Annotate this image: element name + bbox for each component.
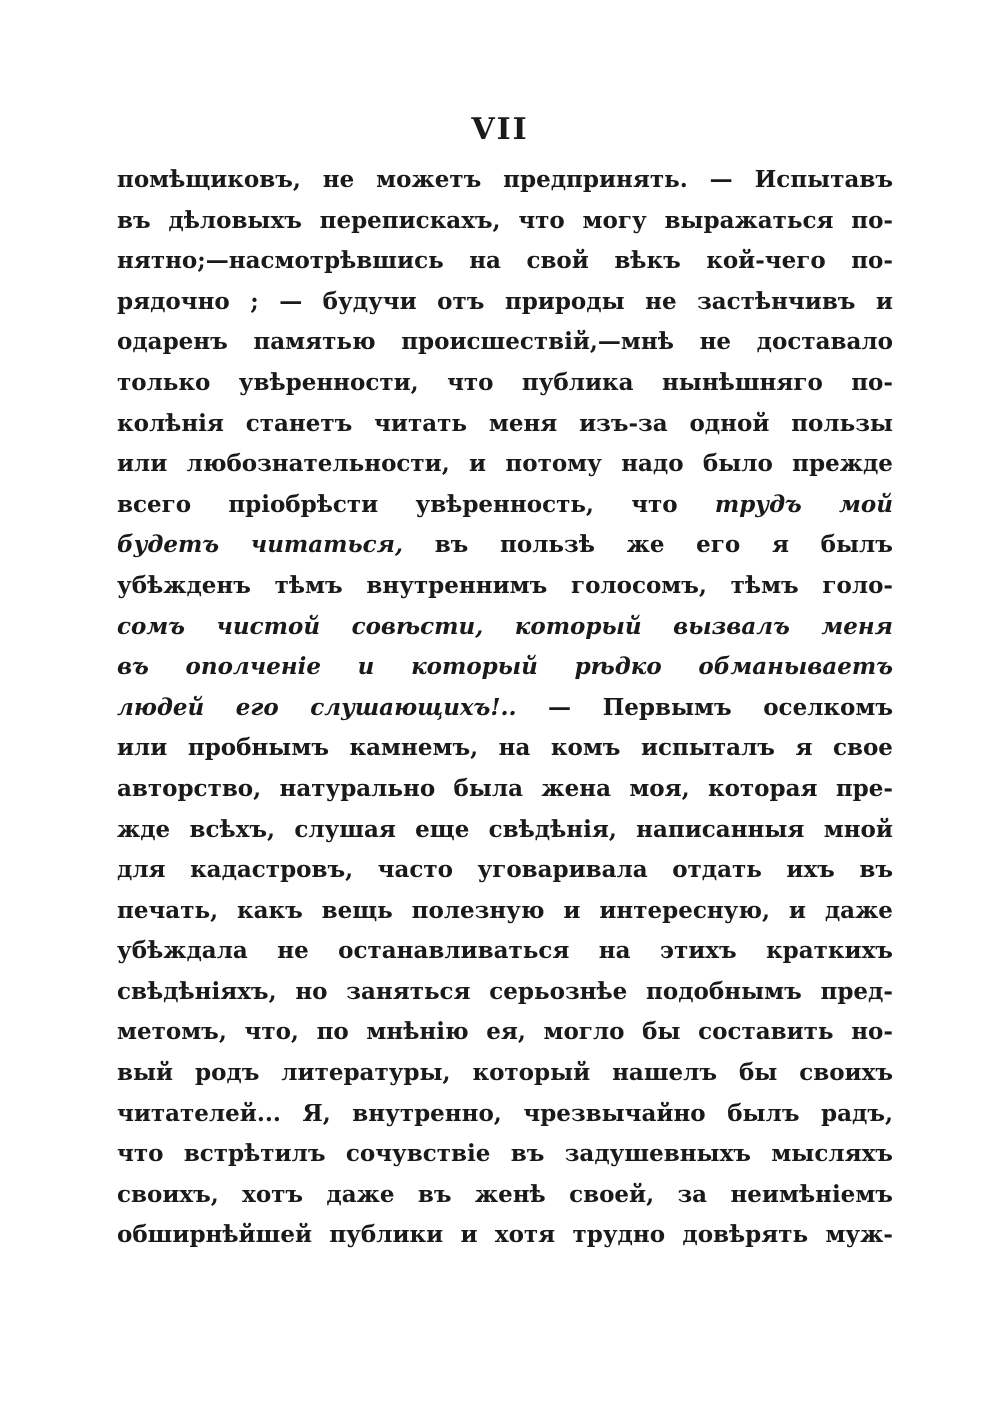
word: по bbox=[316, 1018, 349, 1046]
word: въ bbox=[434, 531, 469, 559]
word: что bbox=[117, 1140, 164, 1168]
word: моя, bbox=[629, 774, 690, 802]
word: своей, bbox=[569, 1180, 655, 1208]
word: потому bbox=[505, 450, 602, 478]
word: ея, bbox=[486, 1018, 526, 1046]
word: природы bbox=[504, 287, 625, 315]
word: тѣмъ bbox=[274, 571, 343, 599]
text-line bbox=[117, 850, 893, 891]
word: пробнымъ bbox=[187, 734, 329, 762]
word: я bbox=[795, 734, 813, 762]
text-line bbox=[117, 607, 893, 648]
word: метомъ, bbox=[117, 1018, 227, 1046]
word: въ bbox=[859, 856, 893, 884]
word: или bbox=[117, 734, 168, 762]
word: застѣнчивъ bbox=[697, 287, 856, 315]
word: сочувствіе bbox=[345, 1140, 491, 1168]
word: мысляхъ bbox=[771, 1140, 893, 1168]
word: трудно bbox=[572, 1221, 666, 1249]
word: происшествій,—мнѣ bbox=[401, 328, 674, 356]
word: которая bbox=[707, 774, 818, 802]
text-line bbox=[117, 322, 893, 363]
page-number: VII bbox=[471, 112, 529, 147]
word: не bbox=[699, 328, 732, 356]
word: въ bbox=[510, 1140, 545, 1168]
word: но- bbox=[851, 1018, 893, 1046]
word: только bbox=[117, 368, 211, 396]
word: — bbox=[709, 166, 733, 193]
word: же bbox=[626, 531, 665, 559]
text-line bbox=[117, 891, 893, 932]
word: рѣдко bbox=[574, 653, 662, 681]
word: который bbox=[514, 612, 642, 640]
word: доставало bbox=[756, 328, 893, 356]
word: родъ bbox=[195, 1059, 260, 1087]
word: который bbox=[472, 1059, 591, 1087]
word: одаренъ bbox=[117, 328, 228, 356]
text-line bbox=[117, 688, 893, 729]
word: была bbox=[453, 774, 524, 802]
word: ихъ bbox=[786, 856, 835, 884]
word: нятно;—насмотрѣвшись bbox=[117, 247, 444, 275]
word: и bbox=[875, 287, 893, 315]
word: ; bbox=[250, 287, 259, 315]
word: полезную bbox=[411, 896, 545, 924]
word: чрезвычайно bbox=[523, 1099, 706, 1127]
word: пріобрѣсти bbox=[228, 490, 379, 518]
word: меня bbox=[488, 409, 558, 437]
word: жена bbox=[541, 774, 611, 802]
word: мой bbox=[839, 490, 893, 518]
word: кадастровъ, bbox=[190, 856, 354, 884]
word: что bbox=[518, 206, 565, 234]
word: увѣренности, bbox=[238, 368, 419, 396]
word: увѣренность, bbox=[415, 490, 594, 518]
word: литературы, bbox=[281, 1059, 451, 1087]
word: какъ bbox=[236, 896, 303, 924]
word: пользѣ bbox=[500, 531, 595, 559]
word: натурально bbox=[279, 774, 436, 802]
word: выражаться bbox=[664, 206, 834, 234]
word: памятью bbox=[253, 328, 376, 356]
word: пред- bbox=[820, 977, 893, 1005]
word: останавливаться bbox=[338, 937, 570, 965]
word: что, bbox=[244, 1018, 299, 1046]
word: ополченіе bbox=[185, 653, 321, 681]
word: въ bbox=[117, 206, 151, 234]
word: свѣдѣніяхъ, bbox=[117, 977, 277, 1005]
word: вызвалъ bbox=[673, 612, 790, 640]
word: испыталъ bbox=[640, 734, 775, 762]
word: заняться bbox=[346, 977, 471, 1005]
word: женѣ bbox=[474, 1180, 546, 1208]
word: сомъ bbox=[117, 612, 185, 640]
word: будучи bbox=[322, 287, 417, 315]
word: для bbox=[117, 856, 166, 884]
word: хотъ bbox=[242, 1180, 304, 1208]
word: печать, bbox=[117, 896, 219, 924]
word: пользы bbox=[791, 409, 893, 437]
text-line bbox=[117, 566, 893, 607]
word: камнемъ, bbox=[349, 734, 479, 762]
word: нашелъ bbox=[612, 1059, 718, 1087]
word: не bbox=[322, 166, 355, 193]
word: даже bbox=[326, 1180, 395, 1208]
word: былъ bbox=[727, 1099, 800, 1127]
word: — bbox=[548, 693, 572, 721]
word: обширнѣйшей bbox=[117, 1221, 313, 1249]
word: прежде bbox=[792, 450, 893, 478]
word: людей bbox=[117, 693, 205, 721]
text-line bbox=[117, 931, 893, 972]
word: и bbox=[460, 1221, 478, 1249]
text-line bbox=[117, 363, 893, 404]
word: обманываетъ bbox=[698, 653, 893, 681]
word: оселкомъ bbox=[763, 693, 893, 721]
word: серьознѣе bbox=[489, 977, 628, 1005]
word: что bbox=[631, 490, 678, 518]
text-line bbox=[117, 282, 893, 323]
word: написанныя bbox=[636, 815, 805, 843]
word: въ bbox=[117, 653, 149, 681]
text-line bbox=[117, 525, 893, 566]
word: всѣхъ, bbox=[189, 815, 276, 843]
word: перепискахъ, bbox=[319, 206, 501, 234]
word: убѣждала bbox=[117, 937, 248, 965]
word: часто bbox=[377, 856, 453, 884]
text-line bbox=[117, 1134, 893, 1175]
word: одной bbox=[689, 409, 770, 437]
word: тѣмъ bbox=[730, 571, 799, 599]
word: читателей... bbox=[117, 1099, 281, 1127]
word: довѣрять bbox=[682, 1221, 809, 1249]
word: совѣсти, bbox=[351, 612, 484, 640]
word: на bbox=[598, 937, 631, 965]
word: слушая bbox=[294, 815, 396, 843]
word: подобнымъ bbox=[646, 977, 802, 1005]
word: былъ bbox=[820, 531, 893, 559]
word: помѣщиковъ, bbox=[117, 166, 301, 193]
word: вый bbox=[117, 1059, 174, 1087]
word: неимѣніемъ bbox=[730, 1180, 893, 1208]
word: Испытавъ bbox=[754, 166, 893, 193]
word: не bbox=[277, 937, 309, 965]
word: читать bbox=[374, 409, 468, 437]
word: уговаривала bbox=[477, 856, 648, 884]
word: и bbox=[357, 653, 375, 681]
word: что bbox=[447, 368, 494, 396]
word: муж- bbox=[825, 1221, 893, 1249]
word: авторство, bbox=[117, 774, 262, 802]
word: краткихъ bbox=[766, 937, 893, 965]
word: его bbox=[696, 531, 741, 559]
text-line bbox=[117, 485, 893, 526]
word: внутреннимъ bbox=[366, 571, 548, 599]
text-line bbox=[117, 810, 893, 851]
word: интересную, bbox=[599, 896, 770, 924]
text-line bbox=[117, 728, 893, 769]
word: станетъ bbox=[245, 409, 353, 437]
word: мнѣнію bbox=[366, 1018, 469, 1046]
word: чистой bbox=[216, 612, 321, 640]
word: но bbox=[295, 977, 328, 1005]
word: вѣкъ bbox=[614, 247, 681, 275]
word: публики bbox=[329, 1221, 444, 1249]
word: рядочно bbox=[117, 287, 230, 315]
word: еще bbox=[415, 815, 470, 843]
text-line bbox=[117, 404, 893, 445]
word: свѣдѣнія, bbox=[488, 815, 617, 843]
text-line bbox=[117, 1053, 893, 1094]
word: пре- bbox=[835, 774, 893, 802]
text-line bbox=[117, 1215, 893, 1256]
word: и bbox=[563, 896, 581, 924]
word: предпринять. bbox=[503, 166, 688, 193]
word: было bbox=[702, 450, 773, 478]
word: этихъ bbox=[659, 937, 737, 965]
word: я bbox=[771, 531, 789, 559]
word: встрѣтилъ bbox=[183, 1140, 326, 1168]
word: который bbox=[411, 653, 538, 681]
word: вещь bbox=[321, 896, 393, 924]
word: Я, bbox=[302, 1099, 331, 1127]
word: читаться, bbox=[250, 531, 403, 559]
text-line bbox=[117, 769, 893, 810]
word: на bbox=[469, 247, 501, 275]
word: и bbox=[788, 896, 806, 924]
word: кой-чего bbox=[706, 247, 826, 275]
word: и bbox=[469, 450, 487, 478]
word: даже bbox=[824, 896, 893, 924]
word: могу bbox=[582, 206, 647, 234]
word: трудъ bbox=[714, 490, 802, 518]
word: голосомъ, bbox=[570, 571, 707, 599]
word: его bbox=[235, 693, 279, 721]
word: изъ-за bbox=[579, 409, 668, 437]
text-line bbox=[117, 201, 893, 242]
word: можетъ bbox=[376, 166, 482, 193]
word: мной bbox=[823, 815, 893, 843]
word: жде bbox=[117, 815, 171, 843]
text-line bbox=[117, 241, 893, 282]
word: или bbox=[117, 450, 168, 478]
word: всего bbox=[117, 490, 192, 518]
word: Первымъ bbox=[602, 693, 732, 721]
word: за bbox=[677, 1180, 708, 1208]
word: отъ bbox=[437, 287, 485, 315]
text-line bbox=[117, 647, 893, 688]
body-text bbox=[117, 160, 893, 1256]
text-line bbox=[117, 1012, 893, 1053]
word: нынѣшняго bbox=[661, 368, 823, 396]
word: задушевныхъ bbox=[564, 1140, 751, 1168]
text-line bbox=[117, 1094, 893, 1135]
word: по- bbox=[851, 206, 893, 234]
word: свое bbox=[832, 734, 893, 762]
word: убѣжденъ bbox=[117, 571, 251, 599]
word: голо- bbox=[822, 571, 893, 599]
text-line bbox=[117, 444, 893, 485]
word: радъ, bbox=[821, 1099, 893, 1127]
word: могло bbox=[543, 1018, 625, 1046]
word: надо bbox=[621, 450, 684, 478]
text-line bbox=[117, 160, 893, 201]
word: колѣнія bbox=[117, 409, 224, 437]
word: составить bbox=[698, 1018, 834, 1046]
text-line bbox=[117, 972, 893, 1013]
word: хотя bbox=[494, 1221, 556, 1249]
word: на bbox=[498, 734, 531, 762]
word: внутренно, bbox=[352, 1099, 502, 1127]
word: свой bbox=[526, 247, 589, 275]
word: комъ bbox=[550, 734, 621, 762]
word: будетъ bbox=[117, 531, 220, 559]
word: по- bbox=[851, 368, 893, 396]
word: меня bbox=[821, 612, 893, 640]
word: — bbox=[279, 287, 303, 315]
word: бы bbox=[738, 1059, 778, 1087]
word: дѣловыхъ bbox=[168, 206, 302, 234]
word: по- bbox=[851, 247, 893, 275]
word: въ bbox=[417, 1180, 452, 1208]
word: отдать bbox=[672, 856, 762, 884]
word: любознательности, bbox=[186, 450, 450, 478]
word: публика bbox=[521, 368, 634, 396]
text-line bbox=[117, 1175, 893, 1216]
word: не bbox=[645, 287, 677, 315]
word: своихъ bbox=[799, 1059, 893, 1087]
word: своихъ, bbox=[117, 1180, 219, 1208]
word: бы bbox=[642, 1018, 681, 1046]
word: слушающихъ!.. bbox=[310, 693, 517, 721]
